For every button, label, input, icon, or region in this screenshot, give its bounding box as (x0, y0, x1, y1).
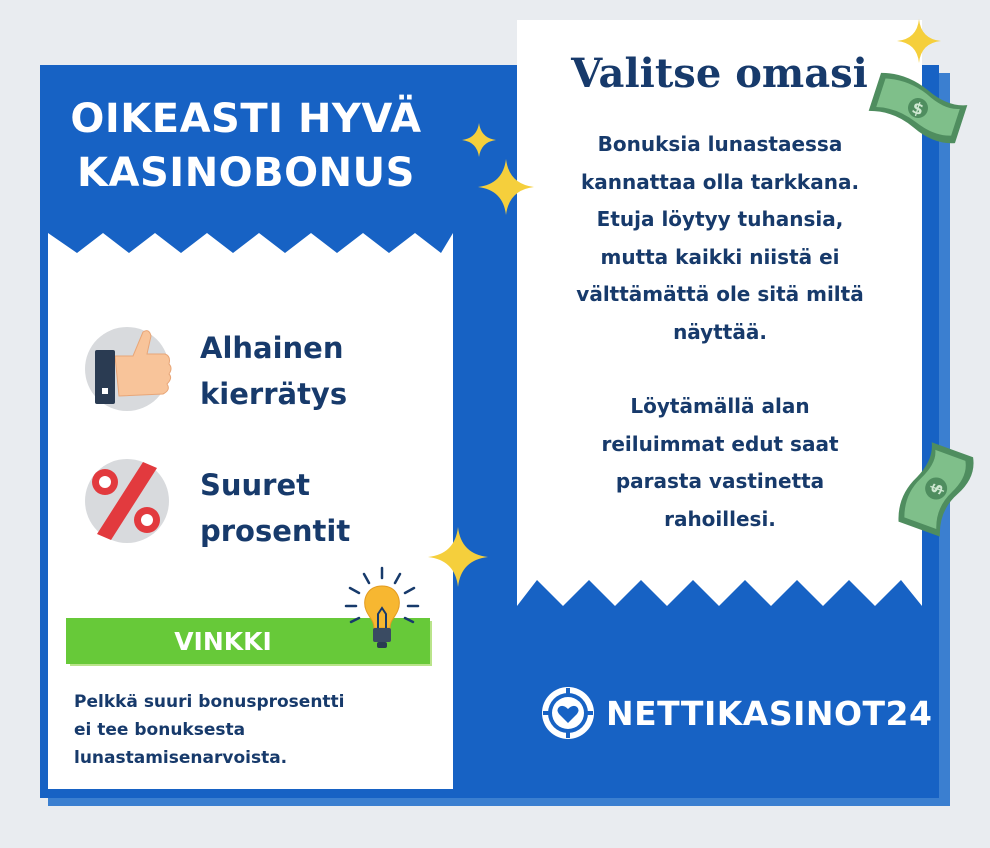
left-card-zigzag-edge (48, 225, 453, 255)
lightbulb-icon (342, 564, 426, 656)
feature-line: Alhainen (200, 331, 344, 365)
brand-logo (540, 683, 932, 743)
body-line: mutta kaikki niistä ei (600, 244, 840, 269)
percent-icon (85, 458, 175, 544)
body-line: Löytämällä alan (630, 394, 810, 418)
tip-text (74, 688, 404, 772)
money-bill-icon (866, 72, 970, 144)
chip-heart-logo-icon (540, 685, 596, 741)
sparkle-star-icon (427, 526, 489, 588)
brand-name: NETTIKASINOT24 (606, 693, 933, 733)
tip-text-line: Pelkkä suuri bonusprosentti (74, 692, 345, 712)
title-line-2: KASINOBONUS (77, 150, 415, 196)
sparkle-star-icon (896, 18, 942, 64)
feature-line: kierrätys (200, 377, 348, 411)
feature-label-big-percent (200, 462, 350, 554)
right-title: Valitse omasi (571, 50, 868, 97)
svg-text:$: $ (925, 480, 948, 498)
body-line: Bonuksia lunastaessa (597, 132, 843, 156)
title-line-1: OIKEASTI HYVÄ (70, 96, 422, 142)
feature-line: Suuret (200, 468, 311, 502)
page-title (40, 92, 452, 200)
right-body (540, 126, 900, 538)
body-line: kannattaa olla tarkkana. (580, 169, 860, 194)
tip-text-line: lunastamisenarvoista. (74, 748, 288, 768)
tip-text-line: ei tee bonuksesta (74, 720, 246, 740)
body-line: näyttää. (673, 319, 767, 344)
body-line: reiluimmat edut saat (601, 431, 839, 456)
feature-label-low-wagering (200, 325, 347, 417)
body-line: välttämättä ole sitä miltä (576, 282, 864, 306)
thumbs-up-icon (85, 326, 175, 412)
sparkle-star-icon (461, 122, 497, 158)
body-line: Etuja löytyy tuhansia, (596, 207, 844, 231)
sparkle-star-icon (477, 158, 535, 216)
money-bill-icon (890, 436, 984, 548)
right-card-zigzag-edge (517, 576, 922, 613)
body-line: rahoillesi. (664, 506, 776, 531)
feature-line: prosentit (200, 514, 351, 548)
tip-label: VINKKI (174, 626, 272, 656)
body-line: parasta vastinetta (615, 469, 825, 493)
svg-text:$: $ (909, 97, 927, 120)
